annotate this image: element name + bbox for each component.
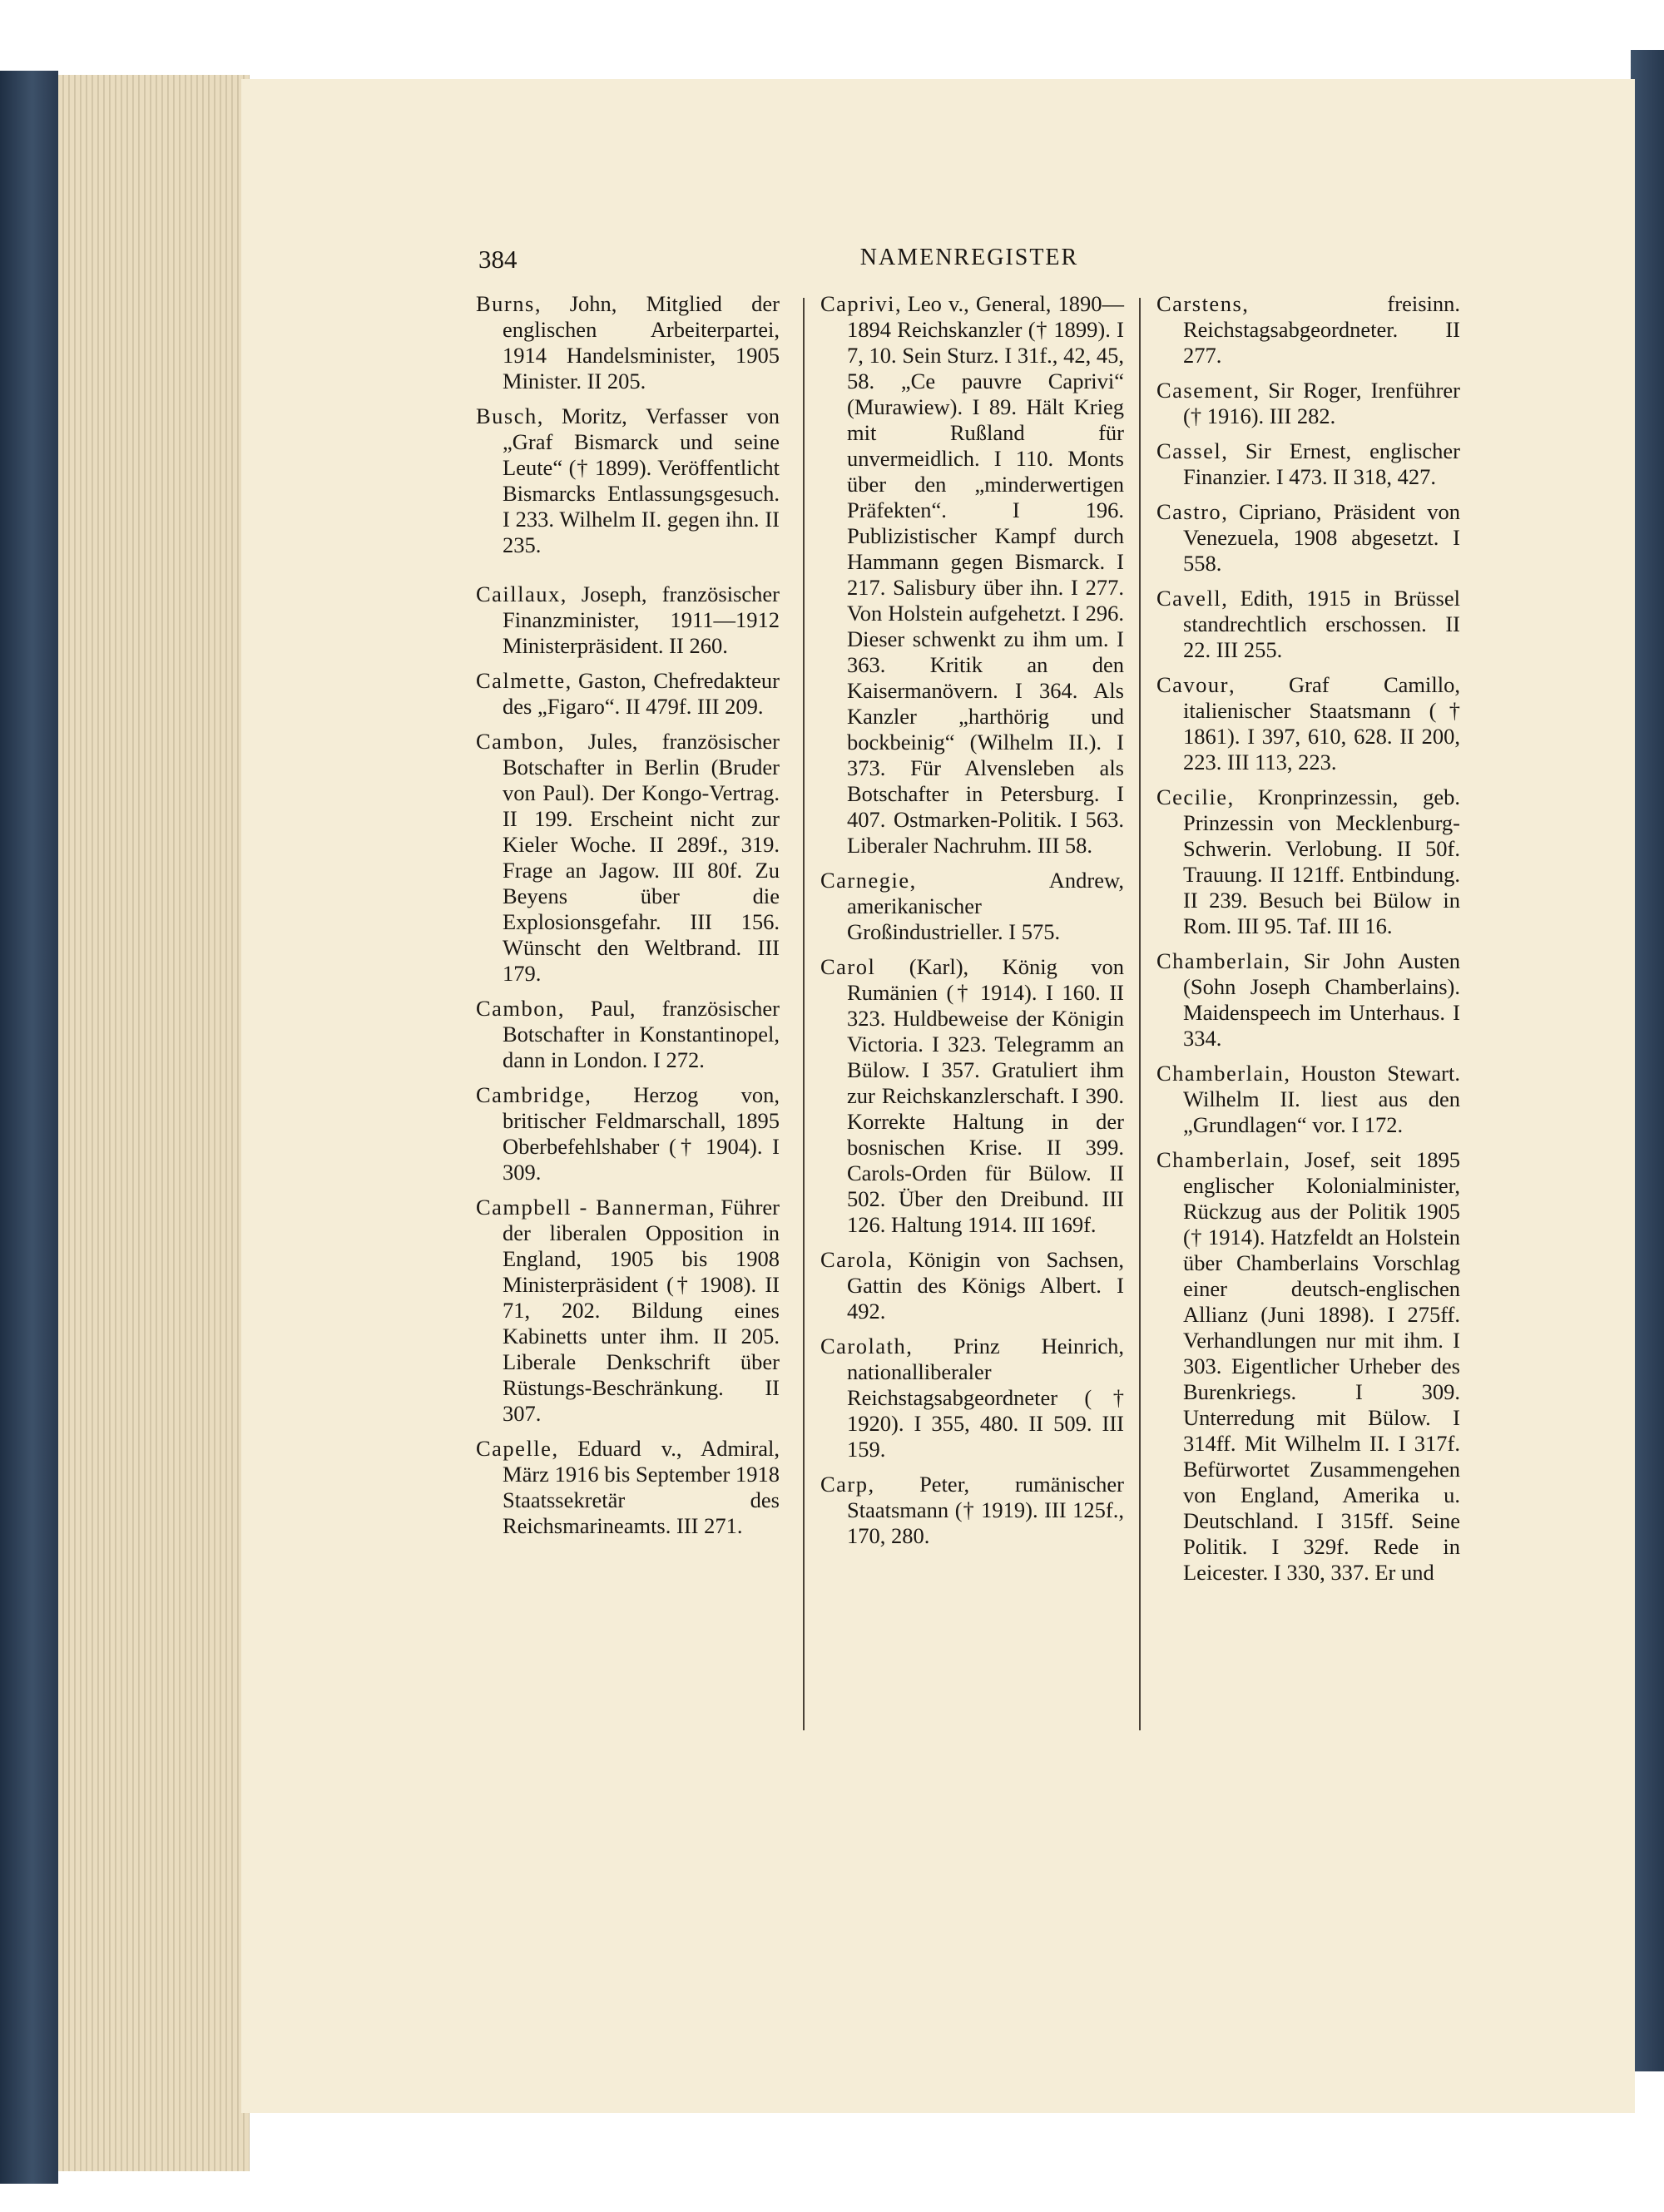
entry-name: Cassel bbox=[1156, 438, 1222, 463]
index-column-1 bbox=[476, 291, 780, 1548]
index-entry bbox=[1156, 784, 1460, 939]
index-entry bbox=[820, 1334, 1124, 1462]
entry-text: , John, Mitglied der englischen Arbeiterpartei, 1914 Handelsminister, 1905 Minister. II 205. bbox=[503, 291, 780, 393]
entry-name: Burns bbox=[476, 291, 535, 316]
entry-name: Carolath bbox=[820, 1334, 907, 1358]
entry-name: Cambon bbox=[476, 996, 558, 1021]
entry-text: , Edith, 1915 in Brüssel standrechtlich erschossen. II 22. III 255. bbox=[1183, 586, 1460, 662]
entry-name: Carstens bbox=[1156, 291, 1243, 316]
entry-name: Casement bbox=[1156, 378, 1254, 403]
index-entry bbox=[476, 668, 780, 720]
entry-name: Cambridge bbox=[476, 1082, 586, 1107]
entry-text: , Leo v., General, 1890—1894 Reichskanzler († 1899). I 7, 10. Sein Sturz. I 31f., 42, 45, 58. „Ce pauvre Caprivi“ (Murawiew). I 89. Hält Krieg mit Rußland für unvermeidlich. I 110. Monts über den „minderwertigen Präfekten“. I 196. Publizistischer Kampf durch Hammann gegen Bismarck. I 217. Salisbury über ihn. I 277. Von Holstein aufgehetzt. I 296. Dieser schwenkt zu ihm um. I 363. Kritik an den Kaisermanövern. I 364. Als Kanzler „harthörig und bockbeinig“ (Wilhelm II.). I 373. Für Alvensleben als Botschafter in Petersburg. I 407. Ostmarken-Politik. I 563. Liberaler Nachruhm. III 58. bbox=[847, 291, 1124, 858]
entry-text: , Peter, rumänischer Staatsmann († 1919). III 125f., 170, 280. bbox=[847, 1472, 1124, 1548]
entry-name: Caillaux bbox=[476, 581, 561, 606]
entry-name: Chamberlain bbox=[1156, 1061, 1285, 1086]
book-binding bbox=[0, 71, 58, 2184]
entry-text: , Josef, seit 1895 englischer Kolonialminister, Rückzug aus der Politik 1905 († 1914). Hatzfeldt an Holstein über Chamberlains Vorschlag einer deutsch-englischen Allianz (Juni 1898). I 275ff. Verhandlungen nur mit ihm. I 303. Eigentlicher Urheber des Burenkriegs. I 309. Unterredung mit Bülow. I 314ff. Mit Wilhelm II. I 317f. Befürwortet Zusammengehen von England, Amerika u. Deutschland. I 315ff. Seine Politik. I 329f. Rede in Leicester. I 330, 337. Er und bbox=[1183, 1147, 1460, 1585]
entry-text: , Sir John Austen (Sohn Joseph Chamberlains). Maidenspeech im Unterhaus. I 334. bbox=[1183, 948, 1460, 1051]
index-entry bbox=[1156, 1147, 1460, 1586]
entry-name: Capelle bbox=[476, 1436, 552, 1461]
entry-text: , Graf Camillo, italienischer Staatsmann († 1861). I 397, 610, 628. II 200, 223. III 113, 223. bbox=[1183, 672, 1460, 774]
entry-text: , Sir Roger, Irenführer († 1916). III 282. bbox=[1183, 378, 1460, 428]
index-column-2 bbox=[820, 291, 1124, 1558]
entry-name: Cavour bbox=[1156, 672, 1230, 697]
entry-text: (Karl), König von Rumänien († 1914). I 160. II 323. Huldbeweise der Königin Victoria. I 323. Telegramm an Bülow. I 357. Gratuliert ihm zur Reichskanzlerschaft. I 390. Korrekte Haltung in der bosnischen Krise. II 399. Carols-Orden für Bülow. II 502. Über den Dreibund. III 126. Haltung 1914. III 169f. bbox=[847, 954, 1124, 1237]
entry-name: Castro bbox=[1156, 499, 1222, 524]
entry-text: , Paul, französischer Botschafter in Konstantinopel, dann in London. I 272. bbox=[503, 996, 780, 1072]
index-entry bbox=[1156, 291, 1460, 369]
index-entry bbox=[476, 996, 780, 1073]
entry-text: , freisinn. Reichstagsabgeordneter. II 277. bbox=[1183, 291, 1460, 368]
entry-name: Carol bbox=[820, 954, 876, 979]
index-entry bbox=[820, 1472, 1124, 1549]
column-rule bbox=[803, 298, 805, 1730]
page-number: 384 bbox=[478, 245, 518, 274]
entry-text: , Andrew, amerikanischer Großindustrieller. I 575. bbox=[847, 868, 1124, 944]
entry-name: Campbell - Bannerman bbox=[476, 1195, 709, 1220]
index-entry bbox=[476, 1436, 780, 1539]
index-entry bbox=[476, 581, 780, 659]
index-entry bbox=[1156, 586, 1460, 663]
index-entry bbox=[820, 1247, 1124, 1324]
index-entry bbox=[1156, 948, 1460, 1052]
entry-text: , Führer der liberalen Opposition in England, 1905 bis 1908 Ministerpräsident († 1908). II 71, 202. Bildung eines Kabinetts unter ihm. II 205. Liberale Denkschrift über Rüstungs-Beschränkung. II 307. bbox=[503, 1195, 780, 1426]
entry-text: , Gaston, Chefredakteur des „Figaro“. II 479f. III 209. bbox=[503, 668, 780, 719]
entry-text: , Herzog von, britischer Feldmarschall, 1895 Oberbefehlshaber († 1904). I 309. bbox=[503, 1082, 780, 1185]
index-entry bbox=[1156, 499, 1460, 577]
entry-name: Busch bbox=[476, 403, 537, 428]
index-entry bbox=[1156, 1061, 1460, 1138]
entry-text: , Kronprinzessin, geb. Prinzessin von Mecklenburg-Schwerin. Verlobung. II 50f. Trauung. II 121ff. Entbindung. II 239. Besuch bei Bülow in Rom. III 95. Taf. III 16. bbox=[1183, 784, 1460, 938]
index-entry bbox=[476, 729, 780, 987]
entry-text: , Sir Ernest, englischer Finanzier. I 473. II 318, 427. bbox=[1183, 438, 1460, 489]
index-entry bbox=[1156, 672, 1460, 775]
running-head: NAMENREGISTER bbox=[859, 245, 1079, 270]
index-entry bbox=[1156, 438, 1460, 490]
page-edges bbox=[58, 75, 250, 2171]
entry-name: Caprivi bbox=[820, 291, 895, 316]
entry-name: Chamberlain bbox=[1156, 948, 1285, 973]
index-entry bbox=[820, 291, 1124, 859]
entry-name: Cavell bbox=[1156, 586, 1222, 611]
entry-text: , Prinz Heinrich, nationalliberaler Reichstagsabgeordneter († 1920). I 355, 480. II 509. III 159. bbox=[847, 1334, 1124, 1462]
column-rule bbox=[1139, 298, 1141, 1730]
entry-text: , Moritz, Verfasser von „Graf Bismarck und seine Leute“ († 1899). Veröffentlicht Bismarcks Entlassungsgesuch. I 233. Wilhelm II. gegen ihn. II 235. bbox=[503, 403, 780, 557]
entry-name: Chamberlain bbox=[1156, 1147, 1285, 1172]
entry-name: Cecilie bbox=[1156, 784, 1228, 809]
index-entry bbox=[1156, 378, 1460, 429]
entry-name: Carp bbox=[820, 1472, 869, 1497]
entry-text: , Cipriano, Präsident von Venezuela, 1908 abgesetzt. I 558. bbox=[1183, 499, 1460, 576]
entry-name: Carola bbox=[820, 1247, 887, 1272]
index-entry bbox=[476, 291, 780, 394]
entry-text: , Jules, französischer Botschafter in Berlin (Bruder von Paul). Der Kongo-Vertrag. II 199. Erscheint nicht zur Kieler Woche. II 289f., 319. Frage an Jagow. III 80f. Zu Beyens über die Explosionsgefahr. III 156. Wünscht den Weltbrand. III 179. bbox=[503, 729, 780, 986]
book-binding-right bbox=[1631, 50, 1664, 2071]
entry-text: , Eduard v., Admiral, März 1916 bis September 1918 Staatssekretär des Reichsmarineamts. III 271. bbox=[503, 1436, 780, 1538]
entry-text: , Joseph, französischer Finanzminister, 1911—1912 Ministerpräsident. II 260. bbox=[503, 581, 780, 658]
entry-text: , Königin von Sachsen, Gattin des Königs Albert. I 492. bbox=[847, 1247, 1124, 1324]
index-entry bbox=[820, 954, 1124, 1238]
index-entry bbox=[476, 1082, 780, 1185]
entry-name: Cambon bbox=[476, 729, 558, 754]
entry-name: Carnegie bbox=[820, 868, 910, 893]
index-entry bbox=[476, 1195, 780, 1427]
index-column-3 bbox=[1156, 291, 1460, 1595]
index-entry bbox=[476, 403, 780, 558]
entry-name: Calmette bbox=[476, 668, 566, 693]
entry-text: , Houston Stewart. Wilhelm II. liest aus den „Grundlagen“ vor. I 172. bbox=[1183, 1061, 1460, 1137]
index-entry bbox=[820, 868, 1124, 945]
